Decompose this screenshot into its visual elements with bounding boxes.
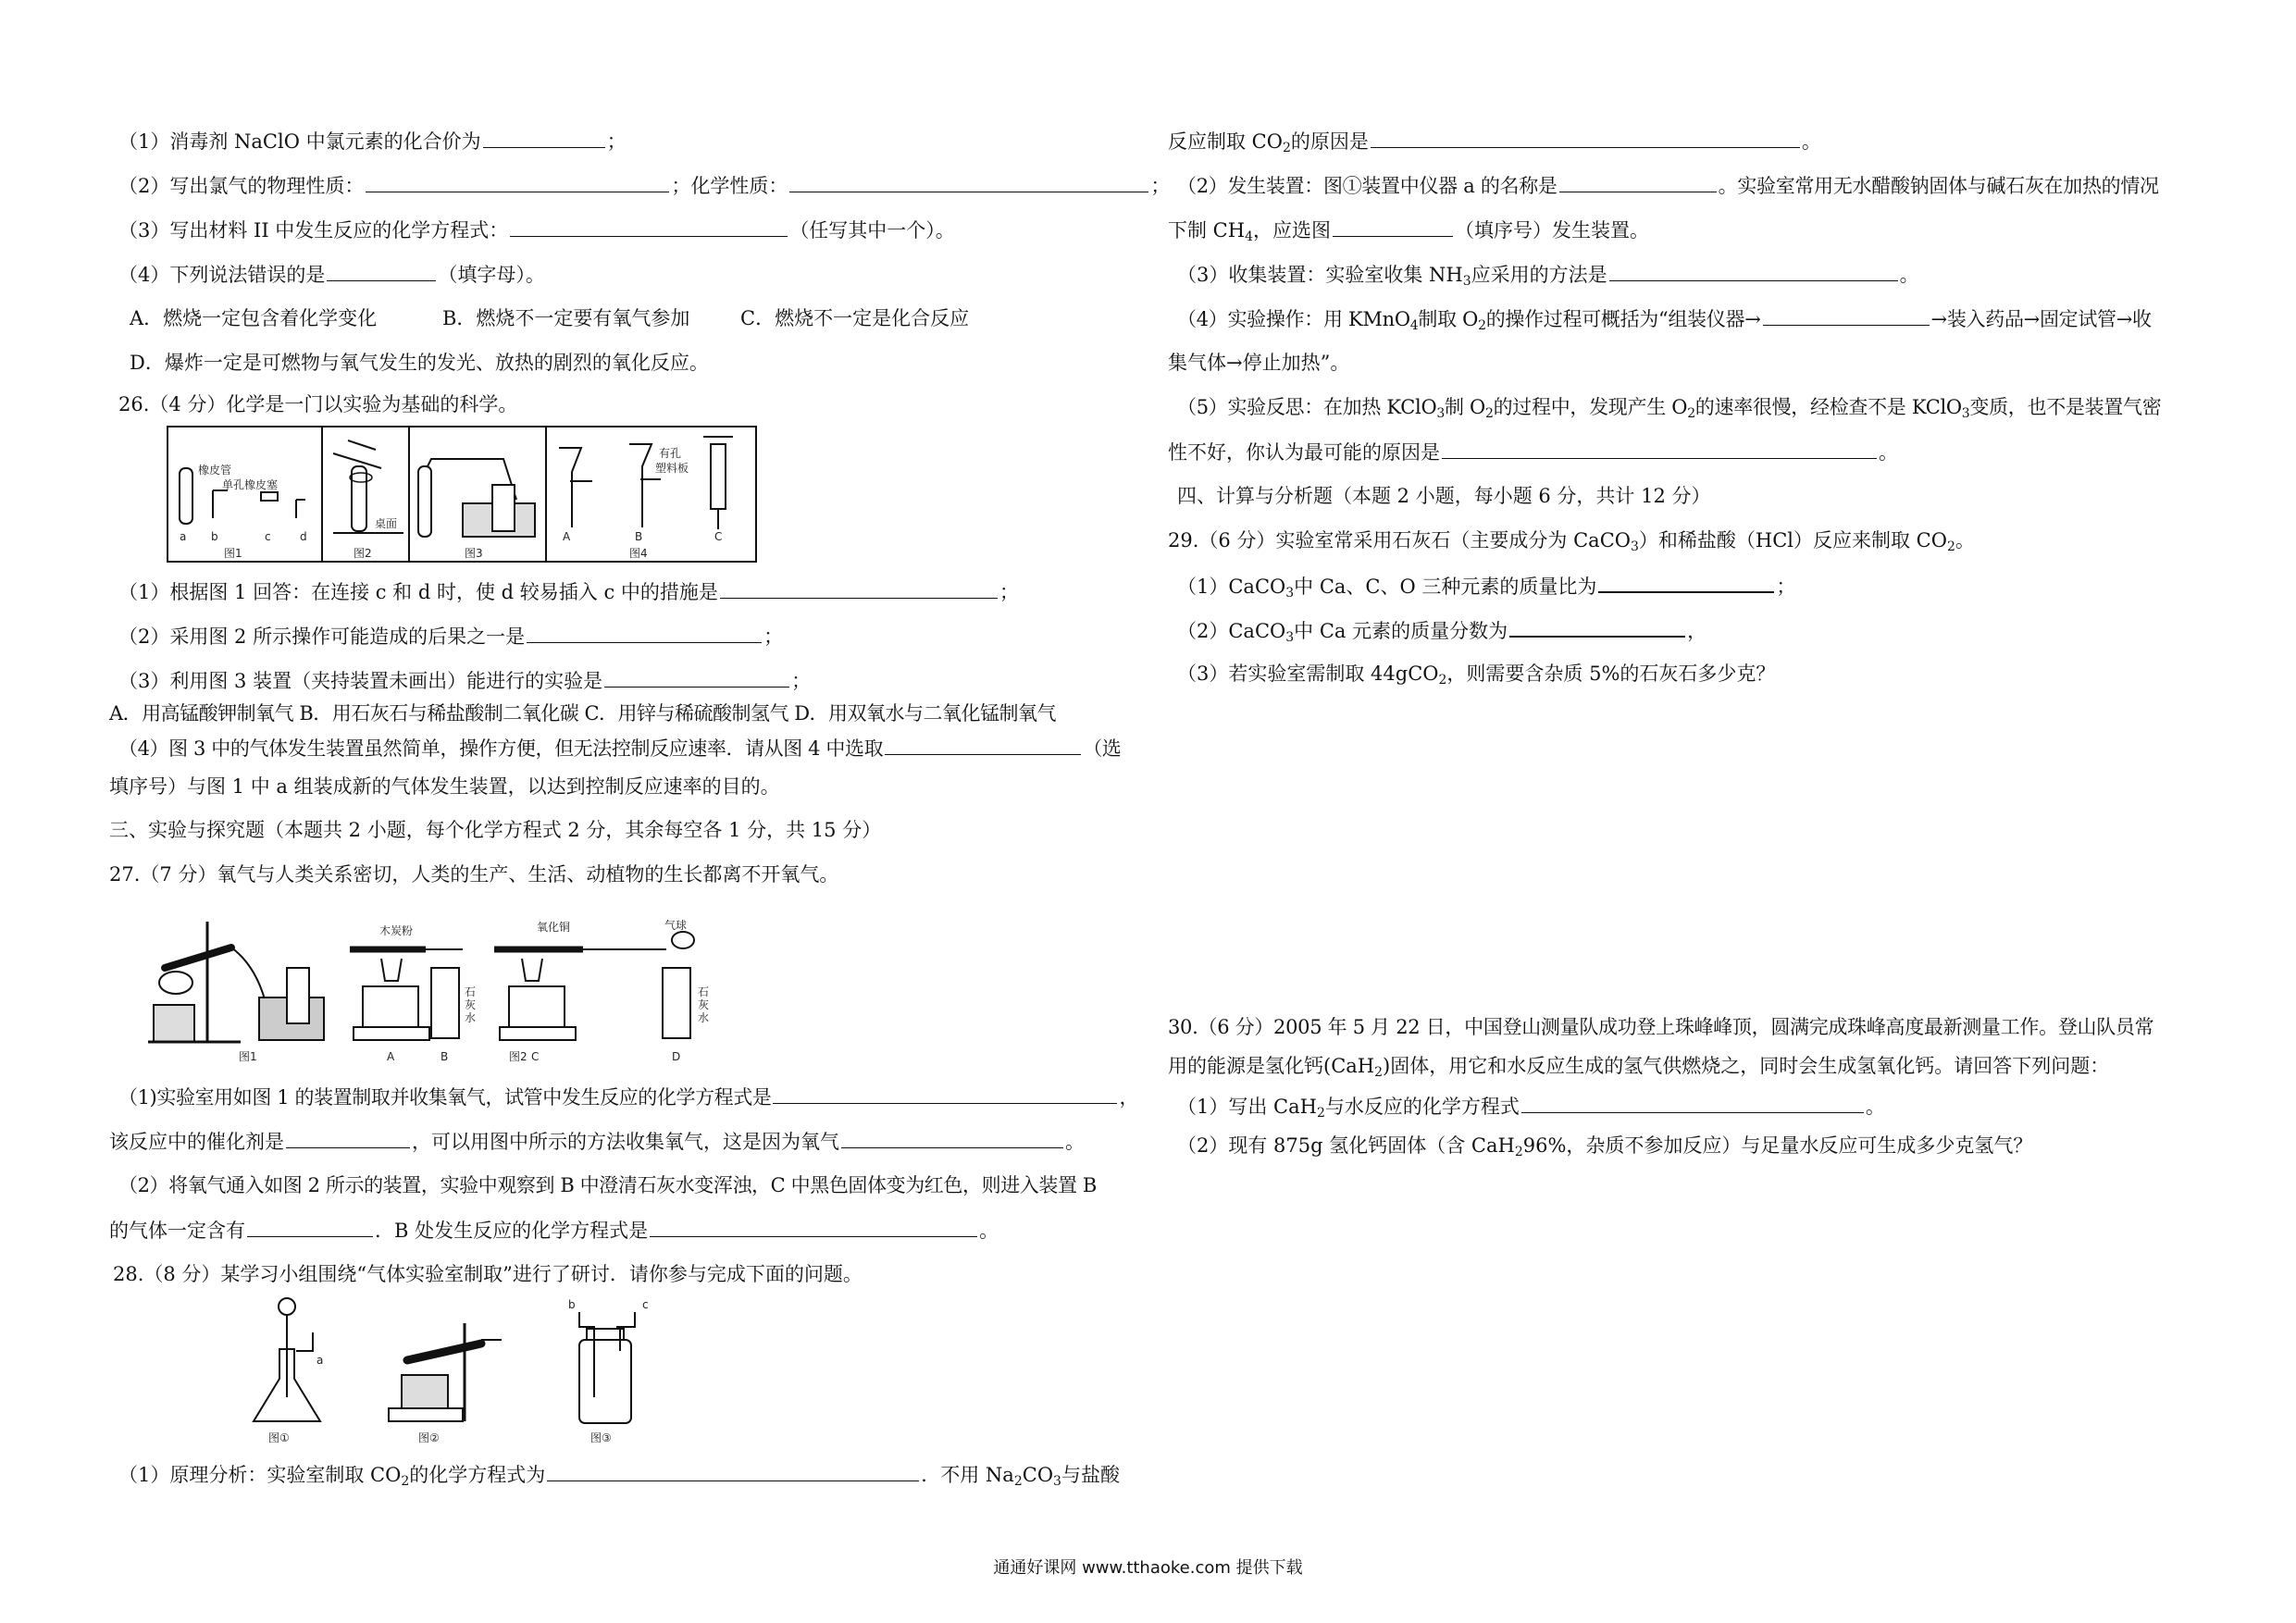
answer-blank[interactable] bbox=[604, 666, 789, 688]
q29-title: 29.（6 分）实验室常采用石灰石（主要成分为 CaCO$_3$）和稀盐酸（HCl）反应来制取 $CO_2$。 bbox=[1168, 529, 1975, 554]
q25-option-d: D．爆炸一定是可燃物与氧气发生的发光、放热的剧烈的氧化反应。 bbox=[130, 352, 709, 374]
label-copper-oxide: 氧化铜 bbox=[537, 921, 571, 934]
q25-option-a: A．燃烧一定包含着化学变化 bbox=[130, 307, 378, 329]
label-fig-2: 图② bbox=[418, 1431, 440, 1444]
q28-part2: （2）发生装置：图①装置中仪器 a 的名称是 。实验室常用无水醋酸钠固体与碱石灰在加热的情况 bbox=[1177, 171, 2159, 200]
q28-title: 28.（8 分）某学习小组围绕“气体实验室制取”进行了研讨．请你参与完成下面的问题。 bbox=[113, 1263, 863, 1285]
answer-blank[interactable] bbox=[483, 127, 605, 148]
q25-option-c: C．燃烧不一定是化合反应 bbox=[740, 307, 970, 329]
q30-part1: （1）写出 CaH$_2$与水反应的化学方程式 。 bbox=[1177, 1092, 1885, 1121]
answer-blank[interactable] bbox=[1371, 127, 1800, 148]
q25-part1: （1）消毒剂 NaClO 中氯元素的化合价为 ； bbox=[118, 127, 627, 155]
answer-blank[interactable] bbox=[1598, 571, 1774, 593]
answer-blank[interactable] bbox=[1609, 260, 1898, 281]
label-fig1: 图1 bbox=[224, 547, 242, 560]
q29-part3: （3）若实验室需制取 44gCO$_2$，则需要含杂质 5%的石灰石多少克？ bbox=[1177, 663, 1776, 688]
label-b: b bbox=[211, 530, 218, 543]
q25-part3: （3）写出材料 II 中发生反应的化学方程式： （任写其中一个）。 bbox=[118, 216, 955, 244]
answer-blank[interactable] bbox=[1763, 304, 1930, 326]
answer-blank[interactable] bbox=[1333, 216, 1453, 237]
svg-text:水: 水 bbox=[698, 1011, 710, 1024]
q26-title: 26.（4 分）化学是一门以实验为基础的科学。 bbox=[118, 393, 518, 415]
label-fig2: 图2 bbox=[354, 547, 372, 560]
q29-part1: （1）CaCO$_3$中 Ca、C、O 三种元素的质量比为 ； bbox=[1177, 571, 1795, 601]
answer-blank[interactable] bbox=[650, 1216, 977, 1237]
svg-text:灰: 灰 bbox=[698, 998, 710, 1011]
label-charcoal: 木炭粉 bbox=[379, 924, 414, 937]
label-A: A bbox=[387, 1050, 395, 1063]
label-A: A bbox=[563, 530, 571, 543]
svg-text:灰: 灰 bbox=[465, 998, 477, 1011]
q28-part2-cont: 下制 $CH_4$，应选图 （填序号）发生装置。 bbox=[1168, 216, 1649, 244]
label-rubber-tube: 橡皮管 bbox=[198, 464, 232, 477]
q27-part2-cont: 的气体一定含有 ．B 处发生反应的化学方程式是 。 bbox=[109, 1216, 999, 1245]
answer-blank[interactable] bbox=[510, 216, 788, 237]
q25-option-b: B．燃烧不一定要有氧气参加 bbox=[442, 307, 690, 329]
answer-blank[interactable] bbox=[327, 260, 436, 281]
q26-part4-cont: 填序号）与图 1 中 a 组装成新的气体发生装置，以达到控制反应速率的目的。 bbox=[109, 775, 780, 798]
q26-figure bbox=[167, 426, 759, 564]
label-single-hole-stopper: 单孔橡皮塞 bbox=[222, 478, 279, 491]
label-d: d bbox=[300, 530, 307, 543]
q28-part5: （5）实验反思：在加热 KClO$_3$制 $O_2$的过程中，发现产生 $O_2$的速率很慢，经检查不是 KClO$_3$变质，也不是装置气密 bbox=[1177, 396, 2162, 421]
section-4-heading: 四、计算与分析题（本题 2 小题，每小题 6 分，共计 12 分） bbox=[1177, 485, 1711, 507]
q30-line2: 用的能源是氢化钙(CaH$_2$)固体，用它和水反应生成的氢气供燃烧之，同时会生成氢氧化钙。请回答下列问题： bbox=[1168, 1055, 2110, 1080]
q27-part1: （1)实验室用如图 1 的装置制取并收集氧气，试管中发生反应的化学方程式是 ， bbox=[118, 1083, 1138, 1111]
q30-part2: （2）现有 875g 氢化钙固体（含 CaH$_2$96%，杂质不参加反应）与足量水反应可生成多少克氢气？ bbox=[1177, 1134, 2033, 1159]
answer-blank[interactable] bbox=[1521, 1092, 1864, 1113]
q26-part3: （3）利用图 3 装置（夹持装置未画出）能进行的实验是 ； bbox=[118, 666, 811, 695]
q27-label-fig2: 图2 bbox=[509, 1050, 527, 1063]
answer-blank[interactable] bbox=[527, 622, 762, 643]
q29-part2: （2）CaCO$_3$中 Ca 元素的质量分数为 ， bbox=[1177, 615, 1706, 645]
label-D: D bbox=[672, 1050, 681, 1063]
q27-title: 27.（7 分）氧气与人类关系密切，人类的生产、生活、动植物的生长都离不开氧气。 bbox=[109, 863, 839, 886]
q28-cont-line1: 反应制取 $CO_2$的原因是 。 bbox=[1168, 127, 1821, 155]
label-a: a bbox=[316, 1354, 324, 1367]
answer-blank[interactable] bbox=[885, 734, 1081, 755]
svg-text:石: 石 bbox=[698, 985, 710, 998]
answer-blank[interactable] bbox=[841, 1127, 1063, 1148]
q27-label-fig1: 图1 bbox=[239, 1050, 257, 1063]
answer-blank[interactable] bbox=[1559, 171, 1717, 192]
label-fig-3: 图③ bbox=[590, 1431, 612, 1444]
answer-blank[interactable] bbox=[1442, 438, 1877, 459]
label-balloon: 气球 bbox=[664, 919, 688, 932]
answer-blank[interactable] bbox=[366, 171, 669, 192]
q26-part1: （1）根据图 1 回答：在连接 c 和 d 时，使 d 较易插入 c 中的措施是 ； bbox=[118, 577, 1019, 606]
answer-blank[interactable] bbox=[1509, 615, 1685, 638]
label-C: C bbox=[531, 1050, 540, 1063]
label-B: B bbox=[635, 530, 643, 543]
label-b: b bbox=[568, 1298, 576, 1311]
label-perforated-1: 有孔 bbox=[659, 447, 682, 460]
answer-blank[interactable] bbox=[247, 1216, 373, 1237]
q25-part4: （4）下列说法错误的是 （填字母）。 bbox=[118, 260, 545, 289]
q26-options: A．用高锰酸钾制氧气 B．用石灰石与稀盐酸制二氧化碳 C．用锌与稀硫酸制氢气 D．用双氧水与二氧化锰制氧气 bbox=[109, 702, 1057, 725]
q30-line1: 30.（6 分）2005 年 5 月 22 日，中国登山测量队成功登上珠峰峰顶，圆满完成珠峰高度最新测量工作。登山队员常 bbox=[1168, 1016, 2154, 1038]
q28-part4-cont: 集气体→停止加热”。 bbox=[1168, 352, 1350, 374]
answer-blank[interactable] bbox=[773, 1083, 1117, 1104]
label-perforated-2: 塑料板 bbox=[655, 462, 689, 475]
q26-part4: （4）图 3 中的气体发生装置虽然简单，操作方便，但无法控制反应速率．请从图 4 中选取 （选 bbox=[118, 734, 1121, 762]
section-3-heading: 三、实验与探究题（本题共 2 小题，每个化学方程式 2 分，其余每空各 1 分，共 15 分） bbox=[109, 819, 882, 841]
answer-blank[interactable] bbox=[547, 1460, 919, 1481]
svg-text:水: 水 bbox=[465, 1011, 477, 1024]
label-a: a bbox=[180, 530, 187, 543]
label-c: c bbox=[642, 1298, 649, 1311]
answer-blank[interactable] bbox=[789, 171, 1148, 192]
label-fig4: 图4 bbox=[629, 547, 648, 560]
svg-text:石: 石 bbox=[465, 985, 477, 998]
label-c: c bbox=[265, 530, 271, 543]
q28-figure bbox=[250, 1295, 657, 1447]
label-fig-1: 图① bbox=[268, 1431, 290, 1444]
q28-part1: （1）原理分析：实验室制取 $CO_2$的化学方程式为 ．不用 $Na_2CO_3$与盐酸 bbox=[118, 1460, 1120, 1489]
label-desk: 桌面 bbox=[375, 517, 398, 530]
answer-blank[interactable] bbox=[720, 577, 998, 599]
label-B: B bbox=[441, 1050, 449, 1063]
q27-figure bbox=[148, 903, 740, 1066]
label-fig3: 图3 bbox=[465, 547, 483, 560]
answer-blank[interactable] bbox=[286, 1127, 410, 1148]
q26-part2: （2）采用图 2 所示操作可能造成的后果之一是 ； bbox=[118, 622, 783, 650]
footer-source: 通通好课网 www.tthaoke.com 提供下载 bbox=[993, 1558, 1303, 1578]
label-C: C bbox=[714, 530, 723, 543]
q25-part2: （2）写出氯气的物理性质： ；化学性质： ； bbox=[118, 171, 1170, 200]
q28-part3: （3）收集装置：实验室收集 $NH_3$应采用的方法是 。 bbox=[1177, 260, 1919, 289]
q28-part4: （4）实验操作：用 KMnO$_4$制取 $O_2$的操作过程可概括为“组装仪器→ →装入药品→固定试管→收 bbox=[1177, 304, 2152, 333]
q27-part2: （2）将氧气通入如图 2 所示的装置，实验中观察到 B 中澄清石灰水变浑浊，C 中黑色固体变为红色，则进入装置 B bbox=[118, 1174, 1097, 1196]
q28-part5-cont: 性不好，你认为最可能的原因是 。 bbox=[1168, 438, 1898, 466]
q27-part1-cont: 该反应中的催化剂是 ，可以用图中所示的方法收集氧气，这是因为氧气 。 bbox=[109, 1127, 1085, 1156]
